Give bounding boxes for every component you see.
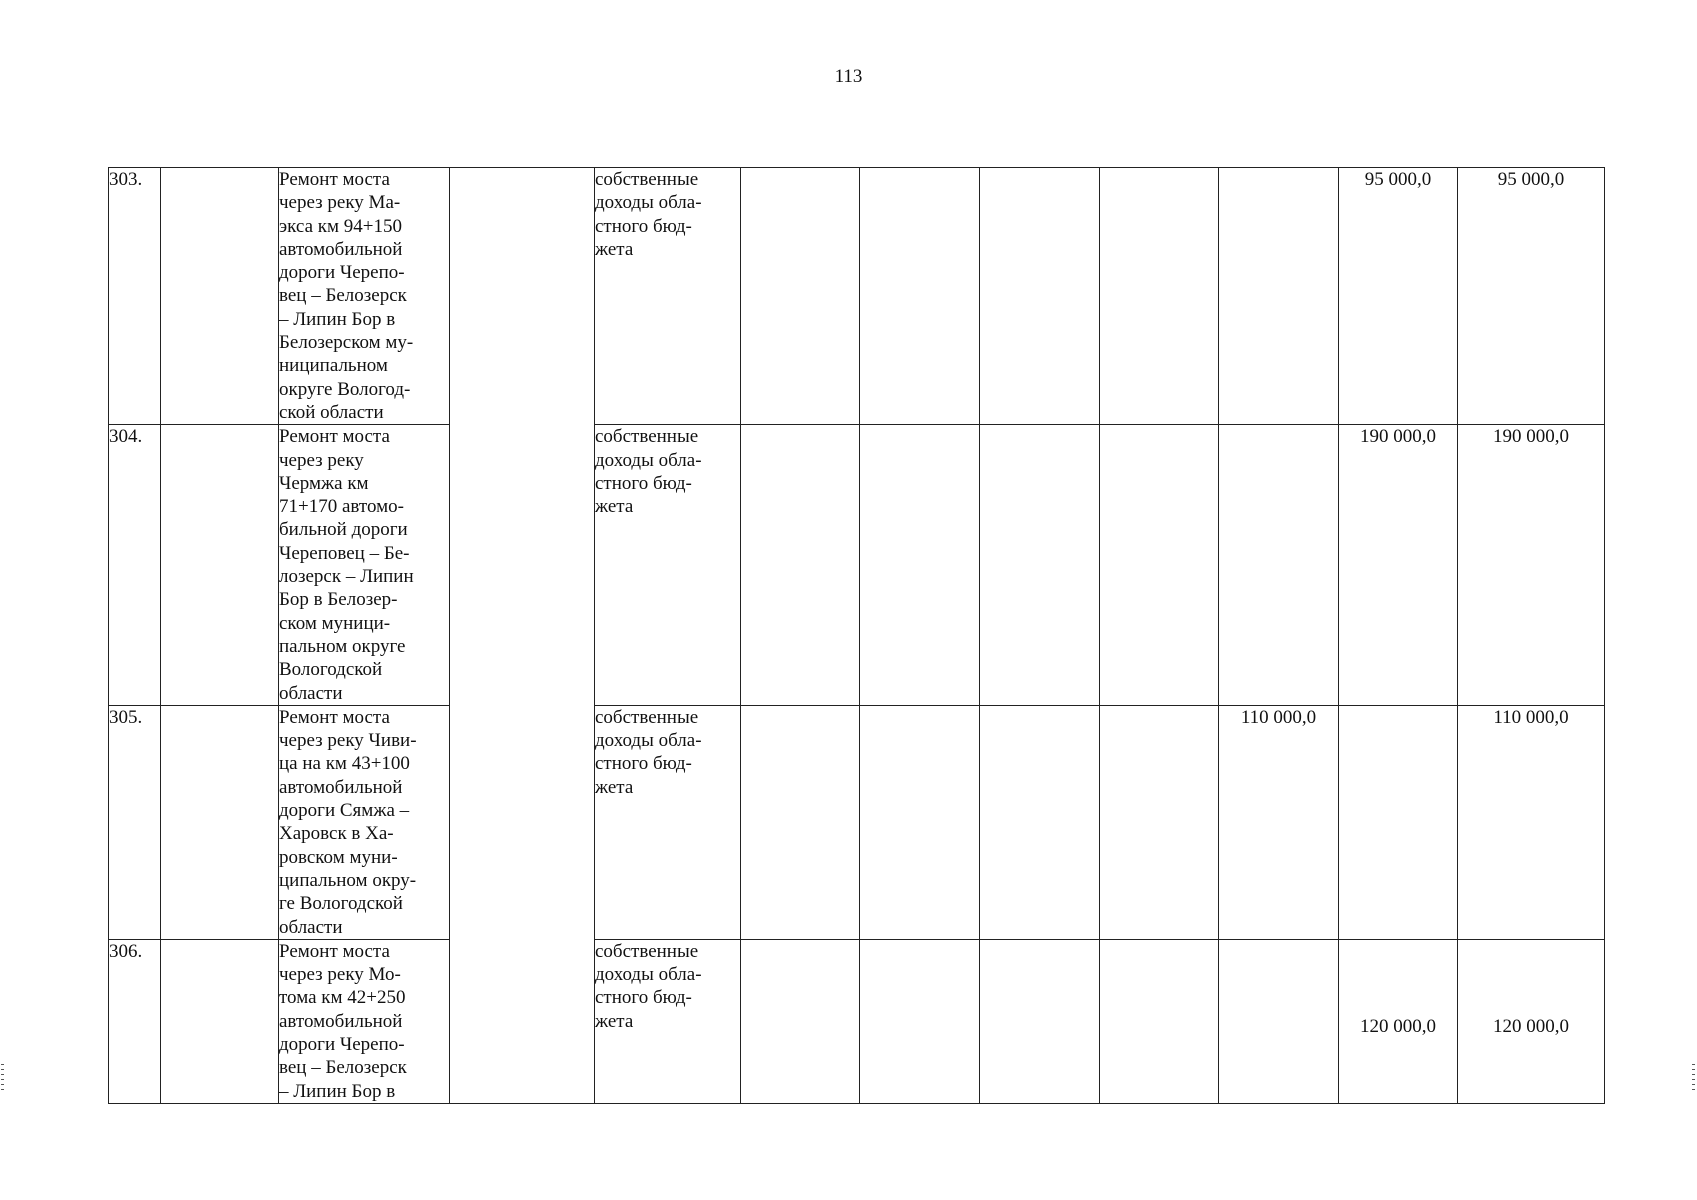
row-description: [279, 939, 450, 1103]
value-cell: 110 000,0: [1219, 705, 1339, 939]
value-cell: 190 000,0: [1339, 425, 1458, 706]
funding-source: [595, 705, 741, 939]
row-description: [279, 168, 450, 425]
table-row: [109, 425, 1605, 706]
row-description: [279, 425, 450, 706]
row-number: 306.: [109, 939, 161, 1103]
row-number: 305.: [109, 705, 161, 939]
value-cell: [860, 939, 980, 1103]
empty-cell: [161, 168, 279, 425]
value-cell: [980, 939, 1100, 1103]
empty-cell: [161, 705, 279, 939]
empty-cell: [161, 939, 279, 1103]
funding-source: [595, 939, 741, 1103]
value-cell: [860, 425, 980, 706]
value-cell: 120 000,0: [1339, 939, 1458, 1103]
value-cell: 95 000,0: [1339, 168, 1458, 425]
total-value-cell: 110 000,0: [1458, 705, 1605, 939]
value-cell: [741, 705, 860, 939]
budget-table: [108, 167, 1605, 1104]
funding-source: [595, 425, 741, 706]
value-cell: [980, 425, 1100, 706]
empty-cell: [161, 425, 279, 706]
source-text: собственные доходы обла- стного бюд- жета: [595, 426, 702, 518]
value-cell: [1219, 939, 1339, 1103]
value-cell: [1339, 705, 1458, 939]
total-value-cell: 190 000,0: [1458, 425, 1605, 706]
description-text: Ремонт моста через реку Мо- тома км 42+250 автомобильной дороги Черепо- вец – Белозерск – Липин Бор в: [279, 940, 407, 1102]
value-cell: [1100, 705, 1219, 939]
value-cell: [980, 705, 1100, 939]
value-cell: [1100, 939, 1219, 1103]
value-cell: [1219, 425, 1339, 706]
value-cell: [741, 425, 860, 706]
merged-empty-cell: [450, 168, 595, 1104]
value-cell: [980, 168, 1100, 425]
value-cell: [1219, 168, 1339, 425]
scan-edge-marks: [1692, 1064, 1695, 1094]
value-cell: [741, 939, 860, 1103]
value-cell: [741, 168, 860, 425]
source-text: собственные доходы обла- стного бюд- жета: [595, 169, 702, 260]
row-description: [279, 705, 450, 939]
table-row: [109, 705, 1605, 939]
source-text: собственные доходы обла- стного бюд- жета: [595, 940, 702, 1032]
source-text: собственные доходы обла- стного бюд- жета: [595, 706, 702, 798]
scan-edge-marks: [1, 1064, 4, 1094]
description-text: Ремонт моста через реку Чиви- ца на км 43+100 автомобильной дороги Сямжа – Харовск в Ха- ровском муни- ципальном окру- ге Вологодской области: [279, 706, 417, 938]
total-value-cell: 95 000,0: [1458, 168, 1605, 425]
funding-source: [595, 168, 741, 425]
value-cell: [1100, 425, 1219, 706]
row-number: 304.: [109, 425, 161, 706]
row-number: 303.: [109, 168, 161, 425]
value-cell: [860, 705, 980, 939]
value-cell: [860, 168, 980, 425]
table-row: [109, 168, 1605, 425]
total-value-cell: 120 000,0: [1458, 939, 1605, 1103]
table-row: [109, 939, 1605, 1103]
description-text: Ремонт моста через реку Ма- экса км 94+150 автомобильной дороги Черепо- вец – Белозерск – Липин Бор в Белозерском му- ниципальном округе Вологод- ской области: [279, 169, 414, 423]
description-text: Ремонт моста через реку Чермжа км 71+170 автомо- бильной дороги Череповец – Бе- лозерск – Липин Бор в Белозер- ском муници- пальном округе Вологодской области: [279, 426, 414, 704]
value-cell: [1100, 168, 1219, 425]
page-number: 113: [834, 66, 863, 87]
